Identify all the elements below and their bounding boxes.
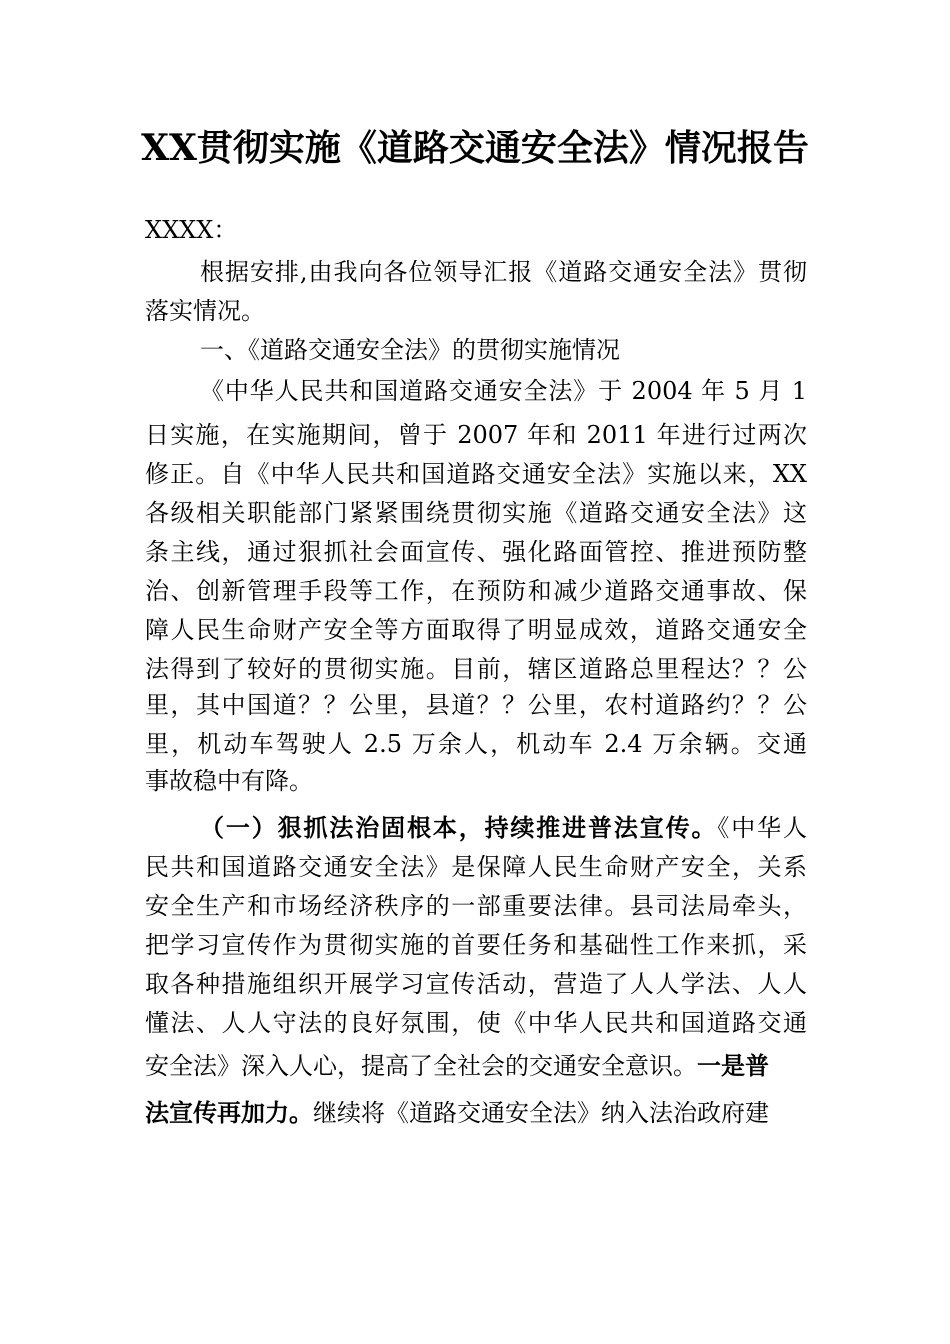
point-heading: 法宣传再加力。 bbox=[145, 1099, 313, 1127]
paragraph-line: 修正。自《中华人民共和国道路交通安全法》实施以来，XX bbox=[145, 460, 807, 488]
paragraph-line-with-heading bbox=[145, 1050, 807, 1082]
paragraph-line: 里，机动车驾驶人 2.5 万余人，机动车 2.4 万余辆。交通 bbox=[145, 730, 807, 758]
paragraph-line: 落实情况。 bbox=[145, 297, 265, 325]
paragraph-line-with-heading bbox=[145, 1097, 807, 1129]
salutation: XXXX： bbox=[145, 216, 238, 244]
subsection-heading: （一）狠抓法治固根本，持续推进普法宣传。 bbox=[200, 814, 718, 842]
paragraph-line: 障人民生命财产安全等方面取得了明显成效，道路交通安全 bbox=[145, 616, 807, 644]
paragraph-line: 把学习宣传作为贯彻实施的首要任务和基础性工作来抓，采 bbox=[145, 931, 807, 959]
paragraph-line: 日实施，在实施期间，曾于 2007 年和 2011 年进行过两次 bbox=[145, 421, 807, 449]
paragraph-text: 《中华人 bbox=[717, 814, 807, 842]
paragraph-line: 取各种措施组织开展学习宣传活动，营造了人人学法、人人 bbox=[145, 970, 807, 998]
paragraph-line: 治、创新管理手段等工作，在预防和减少道路交通事故、保 bbox=[145, 577, 807, 605]
paragraph-line: 懂法、人人守法的良好氛围，使《中华人民共和国道路交通 bbox=[145, 1009, 807, 1037]
paragraph-line: 安全生产和市场经济秩序的一部重要法律。县司法局牵头， bbox=[145, 892, 807, 920]
paragraph-text: 继续将《道路交通安全法》纳入法治政府建 bbox=[313, 1099, 769, 1127]
paragraph-line: 《中华人民共和国道路交通安全法》于 2004 年 5 月 1 bbox=[200, 377, 807, 405]
point-heading: 一是普 bbox=[697, 1052, 769, 1080]
document-title: XX贯彻实施《道路交通安全法》情况报告 bbox=[141, 127, 809, 169]
paragraph-line: 条主线，通过狠抓社会面宣传、强化路面管控、推进预防整 bbox=[145, 538, 807, 566]
paragraph-text: 安全法》深入人心，提高了全社会的交通安全意识。 bbox=[145, 1052, 697, 1080]
paragraph-line: 根据安排,由我向各位领导汇报《道路交通安全法》贯彻 bbox=[200, 258, 807, 286]
paragraph-line: 法得到了较好的贯彻实施。目前，辖区道路总里程达？？公 bbox=[145, 655, 807, 683]
paragraph-line: 事故稳中有降。 bbox=[145, 767, 313, 795]
paragraph-line: 民共和国道路交通安全法》是保障人民生命财产安全，关系 bbox=[145, 853, 807, 881]
paragraph-line-with-heading bbox=[200, 812, 807, 844]
paragraph-line: 里，其中国道？？公里，县道？？公里，农村道路约？？公 bbox=[145, 691, 807, 719]
section-heading: 一、《道路交通安全法》的贯彻实施情况 bbox=[200, 336, 620, 364]
paragraph-line: 各级相关职能部门紧紧围绕贯彻实施《道路交通安全法》这 bbox=[145, 499, 807, 527]
